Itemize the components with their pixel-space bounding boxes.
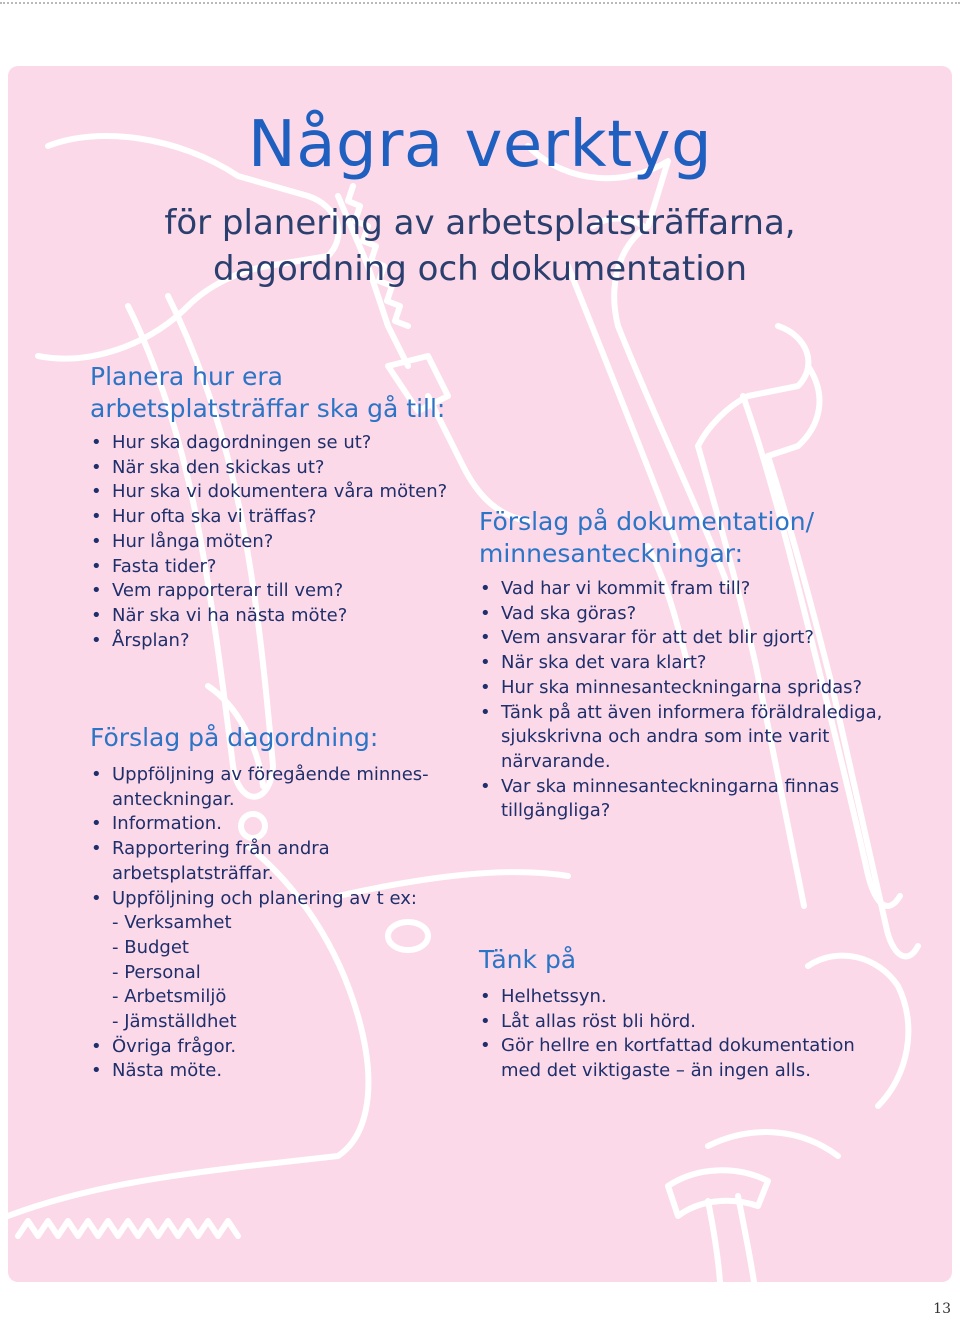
list-item-text: Helhetssyn.	[501, 986, 607, 1007]
list-item-text: Vem rapporterar till vem?	[112, 580, 344, 602]
bullet-icon: •	[480, 775, 491, 797]
list-item-text: sjukskrivna och andra som inte varit	[501, 726, 830, 748]
agenda-section-heading: Förslag på dagordning:	[90, 723, 379, 752]
list-item-text: Vad har vi kommit fram till?	[501, 578, 751, 599]
bullet-icon: •	[91, 481, 102, 503]
list-item	[90, 579, 480, 604]
list-item	[479, 626, 919, 651]
list-item	[90, 555, 480, 580]
list-item-text: När ska den skickas ut?	[112, 456, 325, 478]
list-item	[90, 1059, 480, 1084]
list-item-text: Gör hellre en kortfattad dokumentation	[501, 1035, 855, 1057]
list-item	[90, 530, 480, 555]
documentation-section-heading	[479, 506, 814, 570]
list-item	[479, 985, 919, 1010]
bullet-icon: •	[91, 604, 102, 626]
heading-line: minnesanteckningar:	[479, 539, 744, 568]
bullet-icon: •	[91, 629, 102, 651]
list-item-text: Hur ska minnesanteckningarna spridas?	[501, 676, 863, 698]
think-section-heading: Tänk på	[479, 945, 577, 974]
bullet-icon: •	[480, 986, 491, 1007]
top-dotted-rule	[0, 2, 960, 4]
bullet-icon: •	[91, 506, 102, 528]
sub-list-item: - Jämställdhet	[112, 1011, 237, 1033]
list-item-text: tillgängliga?	[501, 800, 611, 822]
bullet-icon: •	[91, 530, 102, 552]
bullet-icon: •	[91, 813, 102, 835]
list-item-text: Var ska minnesanteckningarna finnas	[501, 775, 840, 797]
sub-list-item: - Personal	[112, 961, 201, 983]
list-item-text: Låt allas röst bli hörd.	[501, 1010, 696, 1032]
heading-line: Planera hur era	[90, 362, 284, 391]
bullet-icon: •	[91, 1035, 102, 1057]
page-subtitle	[0, 200, 960, 292]
list-item-text: Uppföljning av föregående minnes-	[112, 764, 429, 785]
page-number: 13	[933, 1301, 951, 1317]
list-item	[90, 480, 480, 505]
bullet-icon: •	[91, 887, 102, 909]
list-item	[90, 431, 480, 456]
list-item-text: Vem ansvarar för att det blir gjort?	[501, 627, 814, 649]
list-item	[90, 629, 480, 654]
list-item	[479, 701, 919, 775]
bullet-icon: •	[480, 578, 491, 599]
subtitle-line: dagordning och dokumentation	[212, 249, 747, 289]
list-item	[479, 676, 919, 701]
list-item-text: Hur ofta ska vi träffas?	[112, 506, 317, 528]
bullet-icon: •	[480, 602, 491, 624]
list-item	[90, 763, 480, 812]
bullet-icon: •	[91, 580, 102, 602]
list-item-text: anteckningar.	[112, 788, 235, 810]
sub-list-item: - Verksamhet	[112, 912, 232, 934]
list-item	[90, 505, 480, 530]
list-item-text: Fasta tider?	[112, 555, 217, 577]
bullet-icon: •	[91, 432, 102, 453]
sub-list-item: - Arbetsmiljö	[112, 986, 227, 1008]
list-item	[90, 604, 480, 629]
list-item-text: Rapportering från andra	[112, 838, 330, 860]
list-item	[479, 1010, 919, 1035]
list-item	[479, 602, 919, 627]
list-item-text: Övriga frågor.	[112, 1035, 237, 1057]
sub-list-item: - Budget	[112, 936, 189, 958]
bullet-icon: •	[480, 652, 491, 674]
list-item-text: Hur ska vi dokumentera våra möten?	[112, 481, 448, 503]
bullet-icon: •	[480, 1010, 491, 1032]
list-item	[90, 837, 480, 886]
list-item	[479, 775, 919, 824]
list-item	[479, 577, 919, 602]
bullet-icon: •	[91, 838, 102, 860]
list-item-text: Årsplan?	[112, 629, 190, 651]
list-item-text: närvarande.	[501, 750, 611, 772]
list-item-text: Tänk på att även informera föräldralediga,	[501, 701, 883, 723]
subtitle-line: för planering av arbetsplatsträffarna,	[164, 203, 796, 243]
list-item-text: Nästa möte.	[112, 1060, 223, 1082]
list-item-text: Information.	[112, 813, 222, 835]
list-item-text: När ska det vara klart?	[501, 652, 707, 674]
bullet-icon: •	[480, 676, 491, 698]
bullet-icon: •	[480, 627, 491, 649]
plan-question-list	[90, 431, 480, 653]
think-list	[479, 985, 919, 1084]
bullet-icon: •	[91, 1060, 102, 1082]
agenda-list	[90, 763, 480, 1084]
documentation-list	[479, 577, 919, 824]
list-item-text: arbetsplatsträffar.	[112, 862, 274, 884]
bullet-icon: •	[91, 764, 102, 785]
bullet-icon: •	[91, 555, 102, 577]
list-item	[90, 812, 480, 837]
list-item-text: Hur ska dagordningen se ut?	[112, 432, 372, 453]
bullet-icon: •	[480, 1035, 491, 1057]
list-item	[479, 1034, 919, 1083]
page-title: Några verktyg	[247, 108, 713, 182]
bullet-icon: •	[91, 456, 102, 478]
list-item-text: Vad ska göras?	[501, 602, 637, 624]
list-item-text: med det viktigaste – än ingen alls.	[501, 1060, 811, 1082]
plan-section-heading	[90, 361, 445, 425]
list-item	[90, 456, 480, 481]
list-item-text: När ska vi ha nästa möte?	[112, 604, 348, 626]
list-item-text: Uppföljning och planering av t ex:	[112, 887, 417, 909]
heading-line: arbetsplatsträffar ska gå till:	[90, 394, 446, 423]
list-item	[90, 1035, 480, 1060]
small-hammer-outline-icon	[668, 1170, 768, 1282]
heading-line: Förslag på dokumentation/	[479, 507, 815, 536]
list-item	[479, 651, 919, 676]
bullet-icon: •	[480, 701, 491, 723]
list-item-text: Hur långa möten?	[112, 530, 274, 552]
list-item	[90, 887, 480, 1035]
